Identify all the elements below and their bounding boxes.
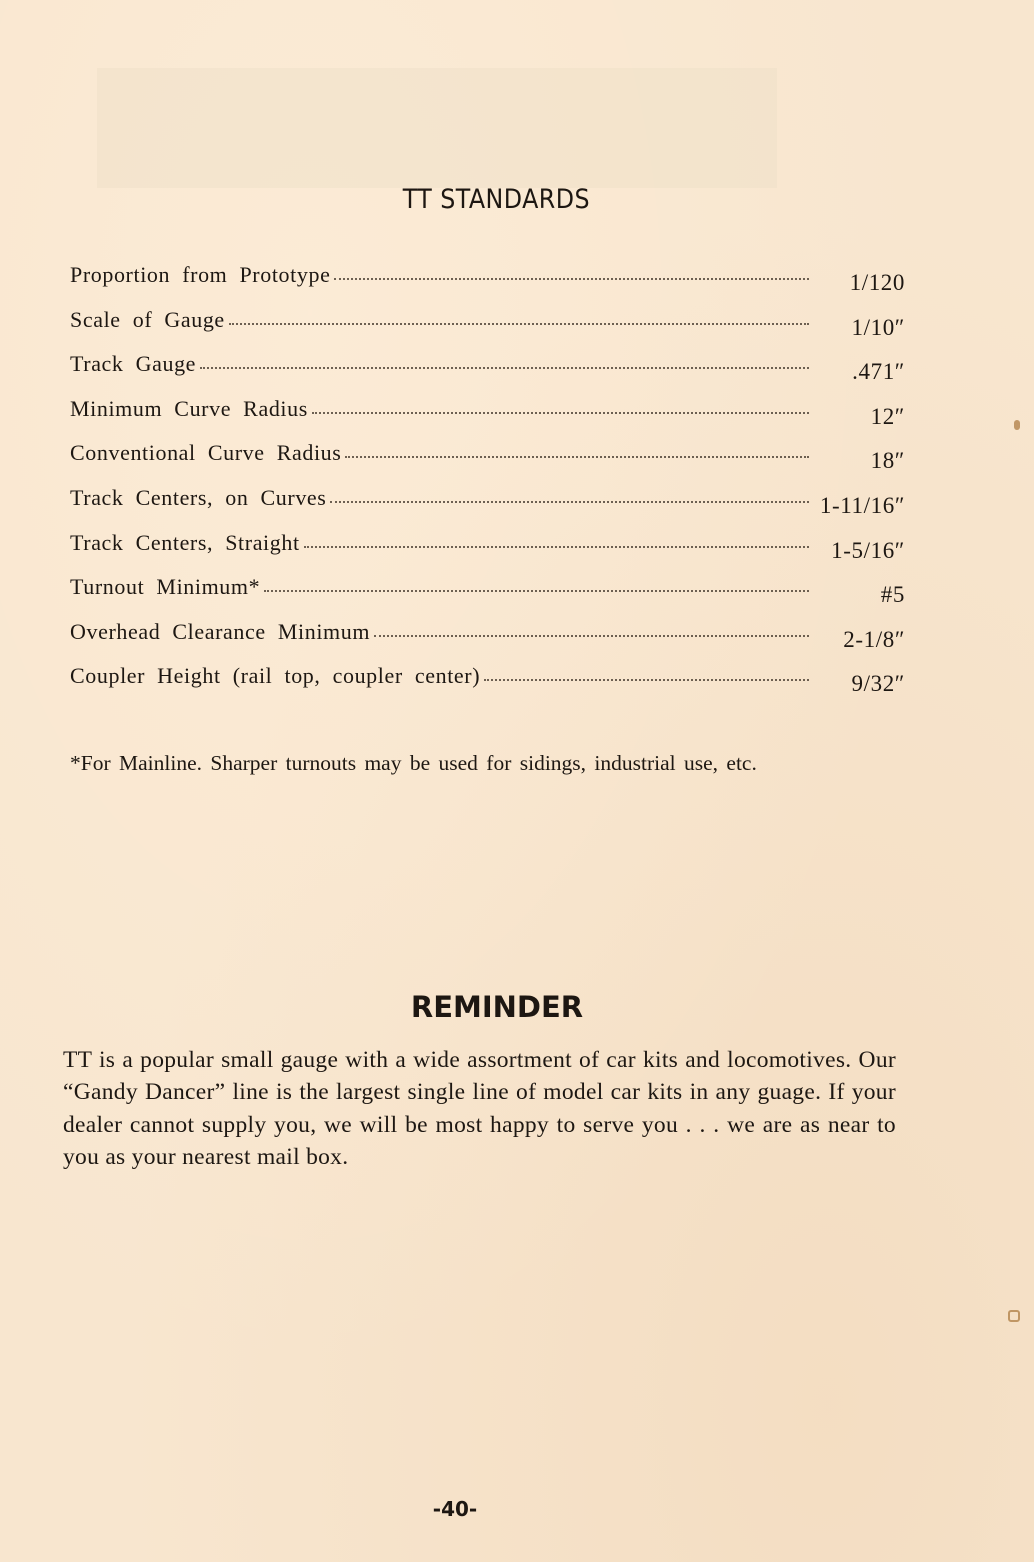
standard-label: Overhead Clearance Minimum [70, 618, 371, 644]
standard-value: 2-1/8″ [843, 626, 905, 652]
standard-label: Track Centers, Straight [70, 529, 300, 555]
standard-label: Track Gauge [70, 351, 197, 377]
standard-label: Conventional Curve Radius [70, 440, 342, 466]
standards-list [70, 262, 905, 708]
standard-value: 12″ [870, 403, 905, 429]
dot-leader [229, 323, 809, 325]
dot-leader [484, 679, 809, 681]
dot-leader [330, 501, 809, 503]
standard-value: .471″ [852, 359, 905, 385]
standard-row [70, 485, 905, 530]
standard-label: Turnout Minimum* [70, 574, 261, 600]
paper-stain [1014, 420, 1020, 430]
standard-value: 18″ [870, 448, 905, 474]
standard-row [70, 262, 905, 307]
reminder-heading: REMINDER [410, 990, 584, 1025]
page-title: TT STANDARDS [402, 184, 590, 216]
standard-label: Scale of Gauge [70, 306, 225, 332]
standard-value: 1-11/16″ [819, 492, 905, 518]
standard-value: 1-5/16″ [831, 537, 905, 563]
standard-row [70, 619, 905, 664]
paper-stain [1008, 1310, 1020, 1322]
standard-row [70, 663, 905, 708]
dot-leader [312, 412, 809, 414]
standard-label: Minimum Curve Radius [70, 395, 308, 421]
standard-row [70, 574, 905, 619]
standard-row [70, 530, 905, 575]
dot-leader [345, 456, 809, 458]
standard-label: Coupler Height (rail top, coupler center) [70, 663, 481, 689]
dot-leader [264, 590, 809, 592]
faded-print-area [97, 68, 777, 188]
reminder-body: TT is a popular small gauge with a wide assortment of car kits and locomotives. Our “Gandy Dancer” line is the largest single line of model car kits in any guage. If your dealer cannot supply you, we will be most happy to serve you . . . we are as near to you as your nearest mail box. [63, 1046, 896, 1170]
standard-value: 9/32″ [851, 671, 905, 697]
standard-label: Proportion from Prototype [70, 262, 331, 287]
footnote: *For Mainline. Sharper turnouts may be used for sidings, industrial use, etc. [70, 750, 757, 775]
standard-label: Track Centers, on Curves [70, 484, 327, 510]
standard-value: 1/120 [849, 270, 905, 295]
page-number: -40- [432, 1497, 478, 1521]
standard-row [70, 307, 905, 352]
dot-leader [200, 367, 809, 369]
standard-value: #5 [880, 582, 905, 608]
standard-row [70, 440, 905, 485]
dot-leader [334, 278, 809, 280]
standard-row [70, 396, 905, 441]
standard-value: 1/10″ [851, 314, 905, 340]
dot-leader [374, 635, 809, 637]
standard-row [70, 351, 905, 396]
dot-leader [304, 546, 809, 548]
